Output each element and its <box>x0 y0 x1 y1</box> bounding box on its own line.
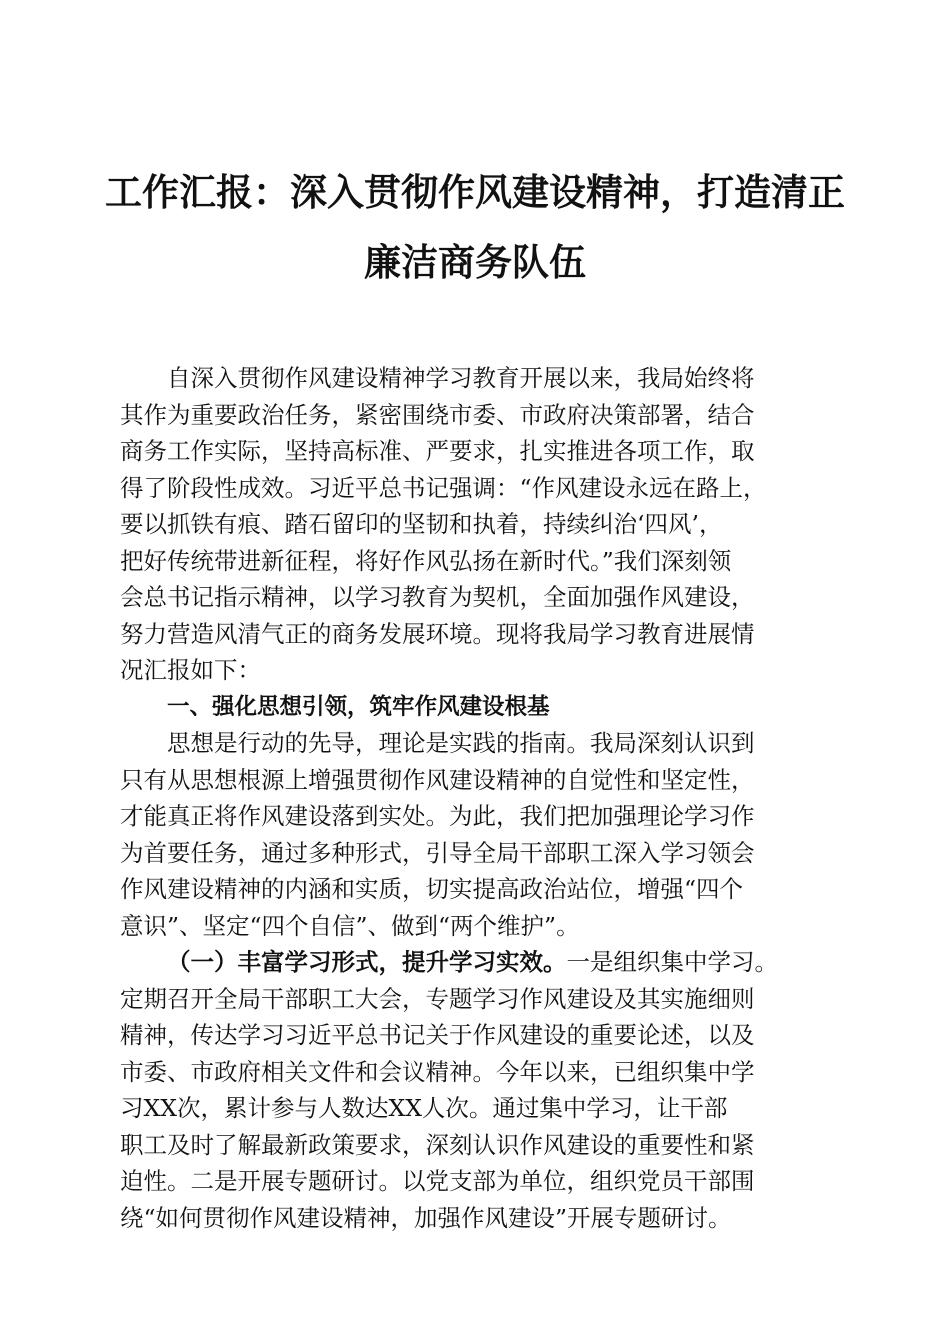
paragraph-line: 迫性。二是开展专题研讨。以党支部为单位，组织党员干部围 <box>120 1167 755 1195</box>
paragraph-line: 才能真正将作风建设落到实处。为此，我们把加强理论学习作 <box>120 802 755 830</box>
document-body <box>120 360 830 1236</box>
paragraph-line: 努力营造风清气正的商务发展环境。现将我局学习教育进展情 <box>120 619 755 648</box>
subsection-first-line-text: 一是组织集中学习。 <box>566 948 778 976</box>
paragraph-line: 自深入贯彻作风建设精神学习教育开展以来，我局始终将 <box>167 364 755 392</box>
paragraph-line: 精神，传达学习习近平总书记关于作风建设的重要论述，以及 <box>120 1021 755 1049</box>
paragraph-line: 把好传统带进新征程，将好作风弘扬在新时代。”我们深刻领 <box>120 546 732 575</box>
subsection-first-line <box>120 944 830 981</box>
paragraph-line: 习XX次，累计参与人数达XX人次。通过集中学习，让干部 <box>120 1094 728 1122</box>
paragraph-line: 其作为重要政治任务，紧密围绕市委、市政府决策部署，结合 <box>120 400 755 429</box>
paragraph-line: 要以抓铁有痕、踏石留印的坚韧和执着，持续纠治‘四风’， <box>120 510 723 538</box>
paragraph-line: 作风建设精神的内涵和实质，切实提高政治站位，增强“四个 <box>120 875 744 903</box>
document-title-line-1: 工作汇报：深入贯彻作风建设精神，打造清正 <box>105 170 845 214</box>
paragraph-line: 定期召开全局干部职工大会，专题学习作风建设及其实施细则 <box>120 984 755 1013</box>
paragraph-line: 商务工作实际，坚持高标准、严要求，扎实推进各项工作，取 <box>120 437 755 465</box>
subsection-heading: （一）丰富学习形式，提升学习实效。 <box>167 948 567 976</box>
paragraph-line: 会总书记指示精神，以学习教育为契机，全面加强作风建设， <box>120 583 755 611</box>
paragraph-line: 市委、市政府相关文件和会议精神。今年以来，已组织集中学 <box>120 1057 755 1086</box>
paragraph-line: 况汇报如下： <box>120 656 261 684</box>
paragraph-line: 职工及时了解最新政策要求，深刻认识作风建设的重要性和紧 <box>120 1130 755 1159</box>
paragraph-line: 绕“如何贯彻作风建设精神，加强作风建设”开展专题研讨。 <box>120 1203 732 1232</box>
document-title-line-2: 廉洁商务队伍 <box>364 240 586 284</box>
paragraph-line: 为首要任务，通过多种形式，引导全局干部职工深入学习领会 <box>120 838 755 867</box>
section-heading: 一、强化思想引领，筑牢作风建设根基 <box>167 693 550 720</box>
paragraph-line: 只有从思想根源上增强贯彻作风建设精神的自觉性和坚定性， <box>120 765 755 794</box>
paragraph-line: 得了阶段性成效。习近平总书记强调：“作风建设永远在路上， <box>120 473 767 502</box>
paragraph-line: 意识”、坚定“四个自信”、做到“两个维护”。 <box>120 911 580 940</box>
paragraph-line: 思想是行动的先导，理论是实践的指南。我局深刻认识到 <box>167 729 755 757</box>
